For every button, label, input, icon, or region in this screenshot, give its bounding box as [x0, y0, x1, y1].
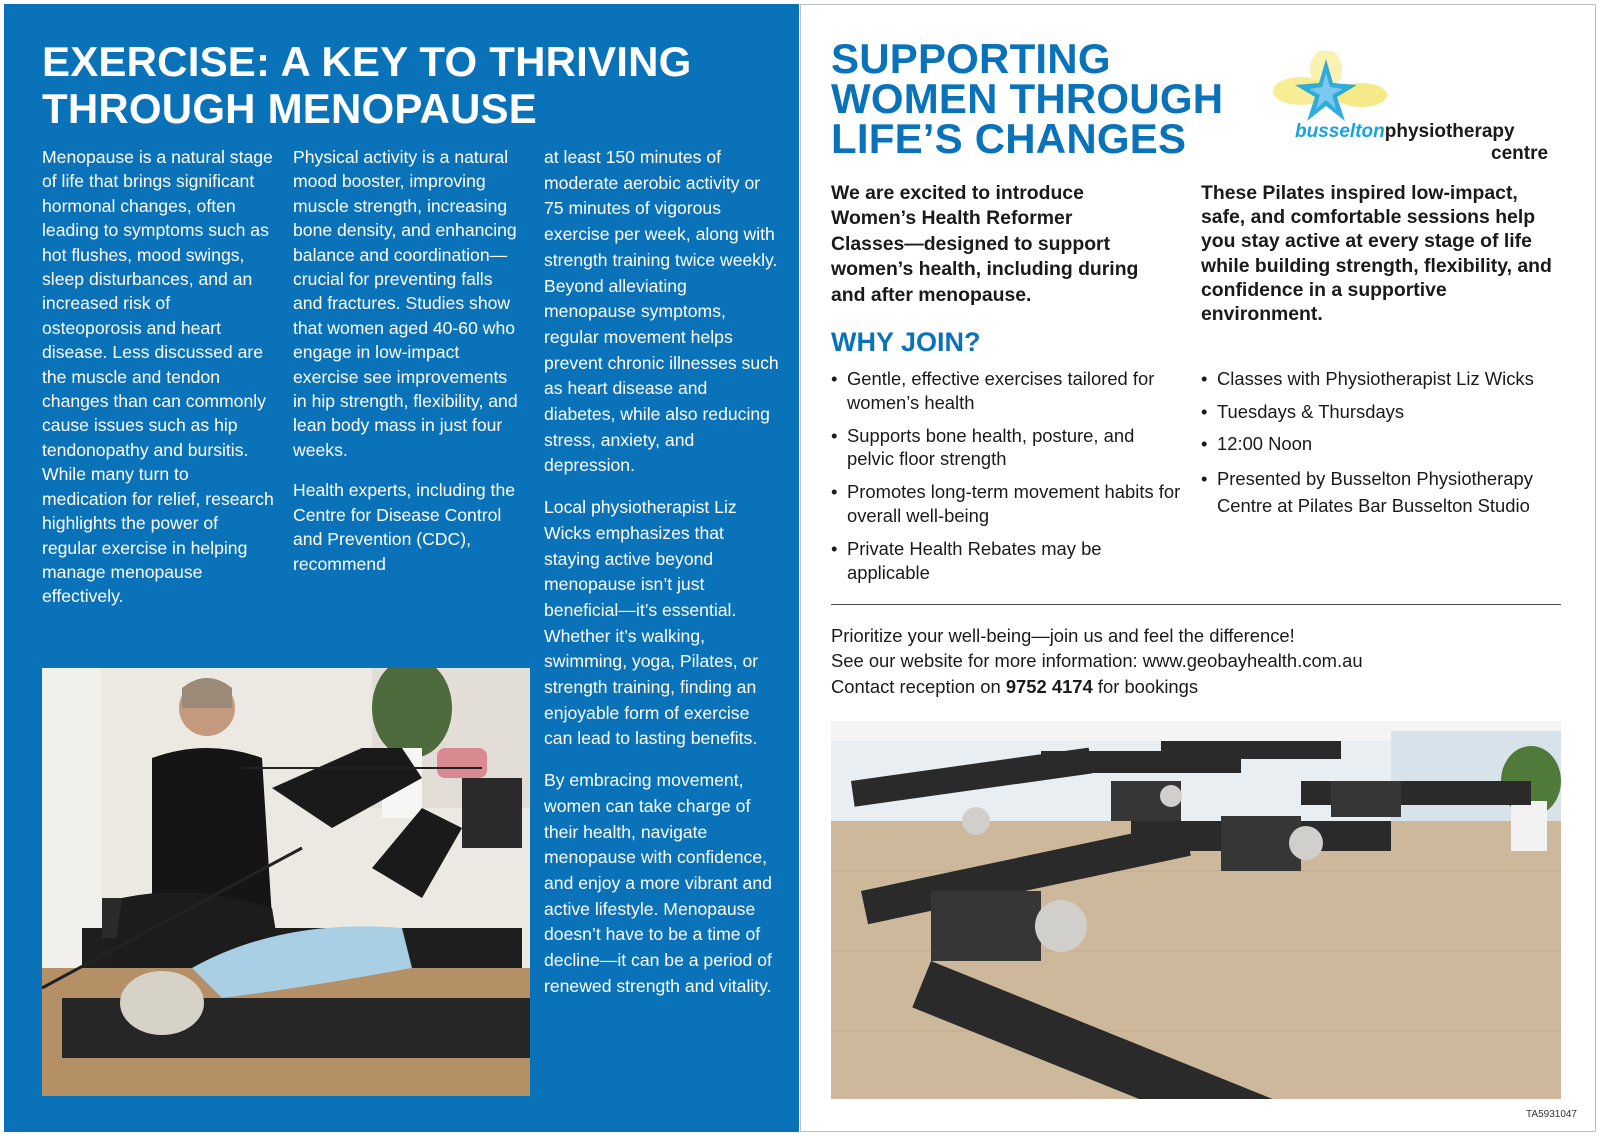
- article-paragraph: By embracing movement, women can take charge of their health, navigate menopause with confidence, and enjoy a more vibrant and active lifestyle. Menopause doesn’t have to be a time of decline—it can be a period of renewed strength and vitality.: [544, 770, 772, 996]
- class-details-list: [1201, 367, 1551, 529]
- list-item: • Gentle, effective exercises tailored for women’s health: [831, 367, 1181, 414]
- list-item: • 12:00 Noon: [1201, 432, 1551, 456]
- article-paragraph: Local physiotherapist Liz Wicks emphasizes that staying active beyond menopause isn’t just beneficial—it’s essential. Whether it’s walking, swimming, yoga, Pilates, or strength training, finding an enjoyable form of exercise can lead to lasting benefits.: [544, 497, 759, 749]
- logo-wordmark: [1295, 121, 1515, 143]
- logo-physio-text: physiotherapy: [1384, 121, 1515, 142]
- benefits-list: [831, 367, 1181, 594]
- star-flower-icon: [1271, 51, 1391, 131]
- list-item: • Supports bone health, posture, and pelvic floor strength: [831, 424, 1181, 471]
- ad-reference-code: TA5931047: [1526, 1109, 1577, 1120]
- phone-number: 9752 4174: [1005, 675, 1093, 697]
- contact-line: Prioritize your well-being—join us and feel the difference!: [831, 625, 1295, 646]
- article-paragraph: Physical activity is a natural mood booster, improving muscle strength, increasing bone density, and enhancing balance and coordination—crucial for preventing falls and fractures. Studies show that women aged 40-60 who engage in low-impact exercise see improvements in hip strength, flexibility, and lean body mass in just four weeks.: [293, 147, 518, 460]
- article-column-3: [544, 145, 779, 1016]
- list-item: • Private Health Rebates may be applicable: [831, 537, 1181, 584]
- list-item: • Tuesdays & Thursdays: [1201, 400, 1551, 424]
- left-title: [42, 38, 762, 132]
- logo-centre-text: centre: [1491, 143, 1549, 164]
- right-title-line2: WOMEN THROUGH: [831, 75, 1224, 122]
- article-paragraph: at least 150 minutes of moderate aerobic activity or 75 minutes of vigorous exercise per week, along with strength training twice weekly. Beyond alleviating menopause symptoms, regular movement helps prevent chronic illnesses such as heart disease and diabetes, while also reducing stress, anxiety, and depression.: [544, 147, 779, 476]
- contact-text: Contact reception on: [831, 675, 1006, 697]
- divider: [831, 604, 1561, 605]
- left-title-line1: EXERCISE: A KEY TO THRIVING: [42, 38, 692, 85]
- right-title-line3: LIFE’S CHANGES: [831, 115, 1187, 162]
- list-item: • Classes with Physiotherapist Liz Wicks: [1201, 367, 1551, 391]
- left-panel: [4, 4, 799, 1132]
- intro-left: We are excited to introduce Women’s Health Reformer Classes—designed to support women’s health, including during and after menopause.: [831, 182, 1139, 306]
- contact-block: [831, 623, 1561, 699]
- intro-right: These Pilates inspired low-impact, safe, and comfortable sessions help you stay active at every stage of life while building strength, flexibility, and confidence in a supportive environment.: [1201, 182, 1552, 326]
- why-join-heading: WHY JOIN?: [831, 327, 981, 357]
- article-paragraph: Health experts, including the Centre for Disease Control and Prevention (CDC), recommend: [293, 480, 516, 574]
- article-paragraph: Menopause is a natural stage of life that brings significant hormonal changes, often leading to symptoms such as hot flushes, mood swings, sleep disturbances, and an increased risk of osteoporosis and heart disease. Less discussed are the muscle and tendon changes than can commonly cause issues such as hip tendonopathy and bursitis. While many turn to medication for relief, research highlights the power of regular exercise in helping manage menopause effectively.: [42, 147, 274, 607]
- left-title-line2: THROUGH MENOPAUSE: [42, 85, 537, 132]
- reformer-instructor-photo: [42, 668, 530, 1096]
- right-title: [831, 35, 1271, 162]
- busselton-logo: [1271, 51, 1561, 171]
- logo-brand-text: busselton: [1295, 121, 1385, 142]
- list-item: • Promotes long-term movement habits for overall well-being: [831, 480, 1181, 527]
- list-item: • Presented by Busselton Physiotherapy Centre at Pilates Bar Busselton Studio: [1201, 465, 1551, 520]
- contact-text: for bookings: [1092, 675, 1199, 697]
- reformer-studio-photo: [831, 721, 1561, 1099]
- contact-phone-line: [831, 674, 1561, 699]
- right-panel: [800, 4, 1596, 1132]
- article-column-1: [42, 145, 274, 625]
- article-column-2: [293, 145, 523, 592]
- website-line: See our website for more information: www.geobayhealth.com.au: [831, 650, 1363, 672]
- right-title-line1: SUPPORTING: [831, 35, 1111, 82]
